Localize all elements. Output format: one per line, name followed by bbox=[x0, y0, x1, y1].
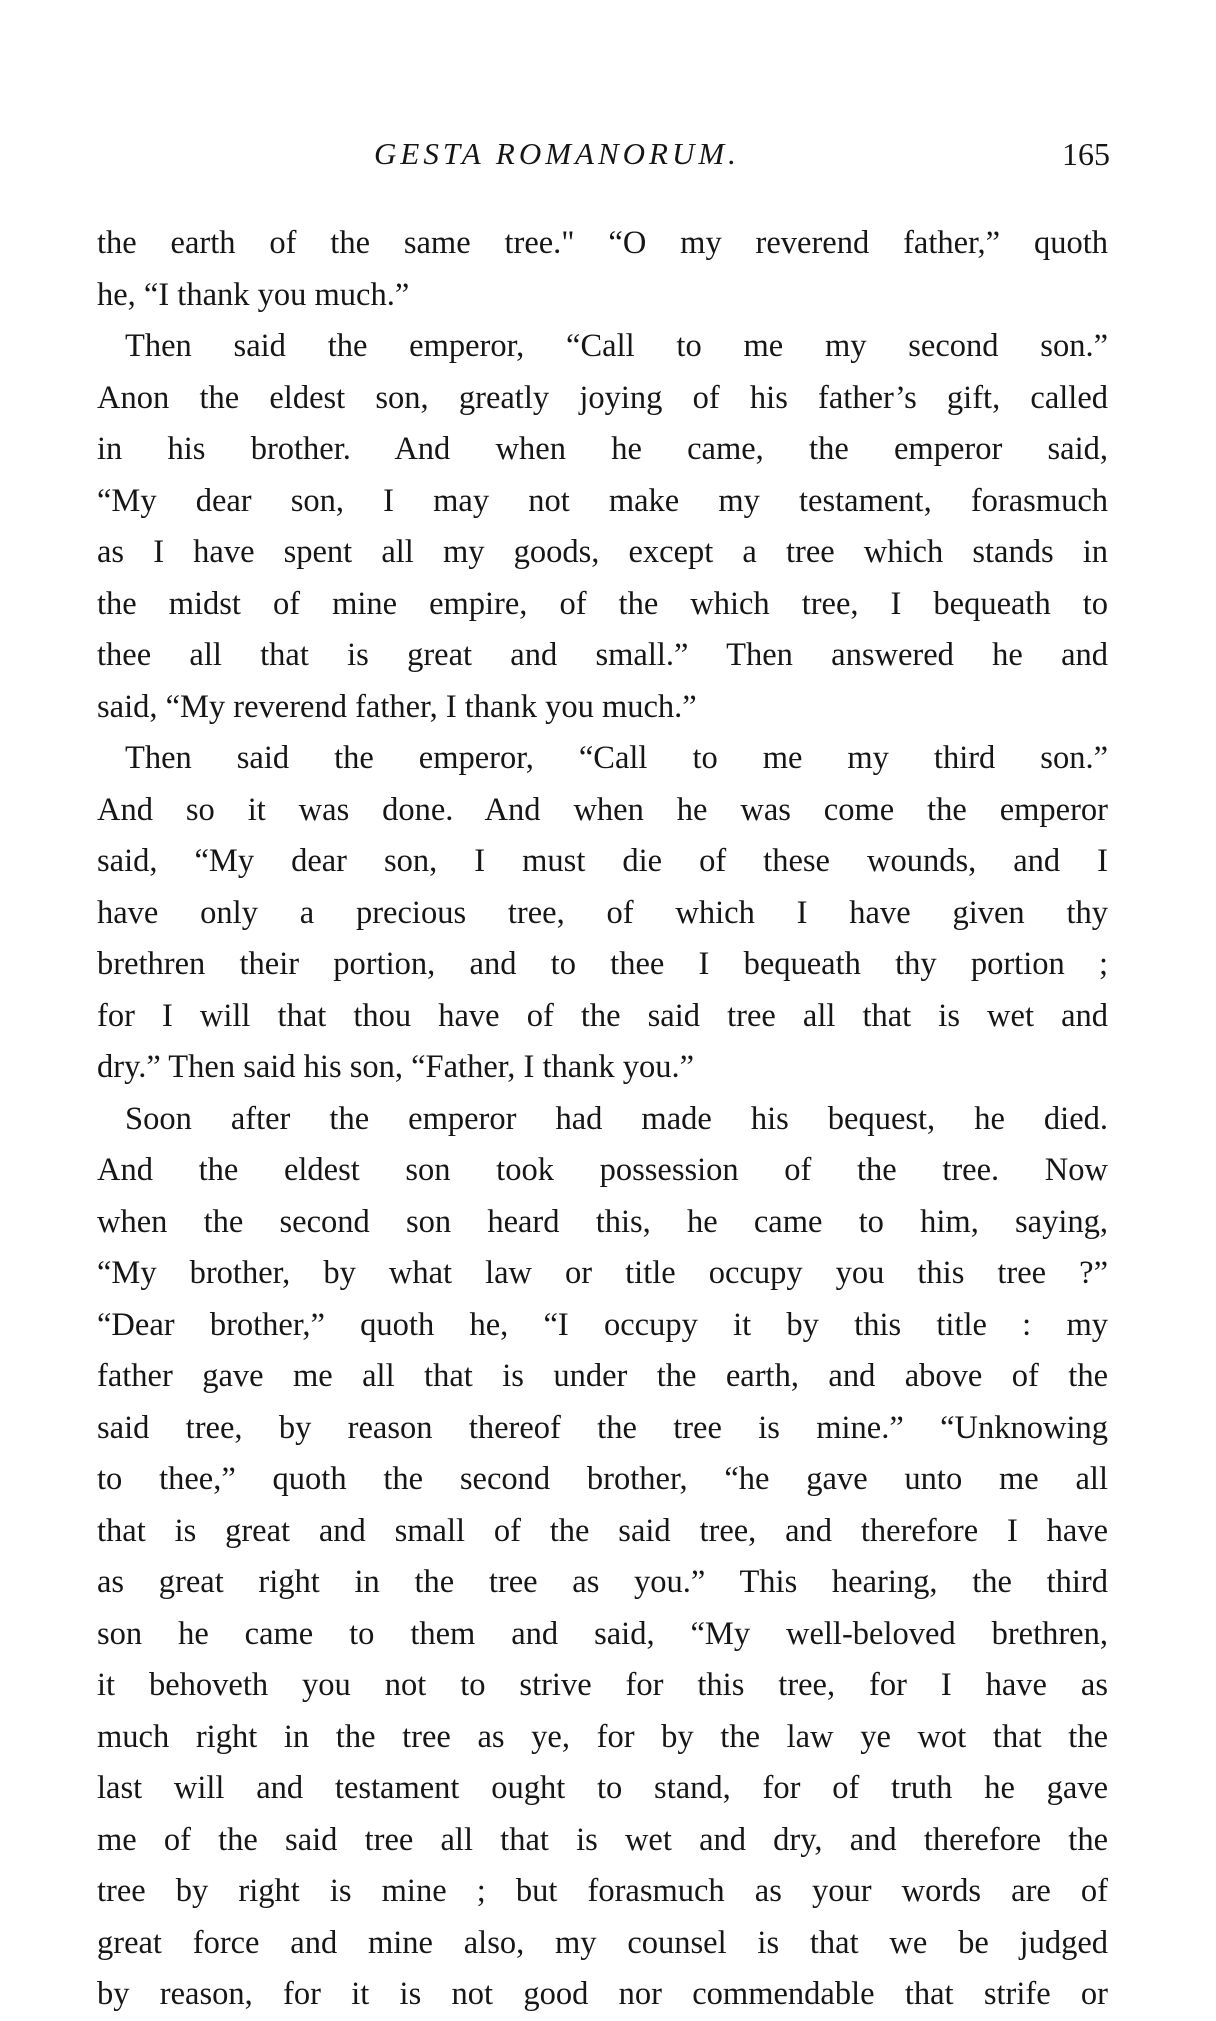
text-line: said tree, by reason thereof the tree is mine.” “Unknowing bbox=[97, 1409, 1108, 1446]
text-line: “My brother, by what law or title occupy you this tree ?” bbox=[97, 1255, 1108, 1291]
text-line: tree by right is mine ; but forasmuch as your words are of bbox=[97, 1873, 1108, 1909]
text-line: “My dear son, I may not make my testament, forasmuch bbox=[97, 482, 1108, 519]
text-line: as great right in the tree as you.” This hearing, the third bbox=[97, 1564, 1108, 1600]
running-head-title: GESTA ROMANORUM. bbox=[374, 136, 740, 171]
text-line: thee all that is great and small.” Then answered he and bbox=[97, 637, 1108, 673]
text-line: And so it was done. And when he was come the emperor bbox=[97, 791, 1108, 828]
running-head bbox=[0, 136, 1216, 186]
text-line: “Dear brother,” quoth he, “I occupy it by this title : my bbox=[97, 1306, 1108, 1343]
text-line: to thee,” quoth the second brother, “he gave unto me all bbox=[97, 1461, 1108, 1497]
text-line: in his brother. And when he came, the emperor said, bbox=[97, 431, 1108, 467]
text-line: by reason, for it is not good nor commendable that strife or bbox=[97, 1976, 1108, 2012]
text-line: last will and testament ought to stand, for of truth he gave bbox=[97, 1770, 1108, 1806]
text-line: Then said the emperor, “Call to me my third son.” bbox=[125, 740, 1108, 776]
page-number: 165 bbox=[1062, 136, 1110, 172]
text-line: for I will that thou have of the said tree all that is wet and bbox=[97, 997, 1108, 1034]
text-line: Anon the eldest son, greatly joying of his father’s gift, called bbox=[97, 379, 1108, 416]
text-line: said, “My dear son, I must die of these wounds, and I bbox=[97, 843, 1108, 879]
body-text bbox=[97, 218, 1108, 2021]
text-line: much right in the tree as ye, for by the law ye wot that the bbox=[97, 1718, 1108, 1755]
text-line: when the second son heard this, he came to him, saying, bbox=[97, 1203, 1108, 1240]
text-line: have only a precious tree, of which I have given thy bbox=[97, 894, 1108, 931]
text-line: father gave me all that is under the earth, and above of the bbox=[97, 1358, 1108, 1394]
text-line: Soon after the emperor had made his bequest, he died. bbox=[125, 1100, 1108, 1137]
text-line: it behoveth you not to strive for this tree, for I have as bbox=[97, 1667, 1108, 1703]
text-line: the earth of the same tree." “O my reverend father,” quoth bbox=[97, 225, 1108, 261]
text-line: brethren their portion, and to thee I bequeath thy portion ; bbox=[97, 946, 1108, 982]
text-line: that is great and small of the said tree, and therefore I have bbox=[97, 1512, 1108, 1549]
text-line: dry.” Then said his son, “Father, I thank you.” bbox=[97, 1049, 695, 1085]
text-line: And the eldest son took possession of the tree. Now bbox=[97, 1152, 1108, 1188]
text-line: Then said the emperor, “Call to me my second son.” bbox=[125, 328, 1108, 364]
text-line: the midst of mine empire, of the which tree, I bequeath to bbox=[97, 585, 1108, 622]
text-line: as I have spent all my goods, except a tree which stands in bbox=[97, 534, 1108, 570]
text-line: said, “My reverend father, I thank you much.” bbox=[97, 688, 697, 725]
text-line: me of the said tree all that is wet and dry, and therefore the bbox=[97, 1821, 1108, 1858]
text-line: great force and mine also, my counsel is that we be judged bbox=[97, 1924, 1108, 1961]
text-line: he, “I thank you much.” bbox=[97, 276, 410, 313]
text-line: son he came to them and said, “My well-beloved brethren, bbox=[97, 1615, 1108, 1652]
